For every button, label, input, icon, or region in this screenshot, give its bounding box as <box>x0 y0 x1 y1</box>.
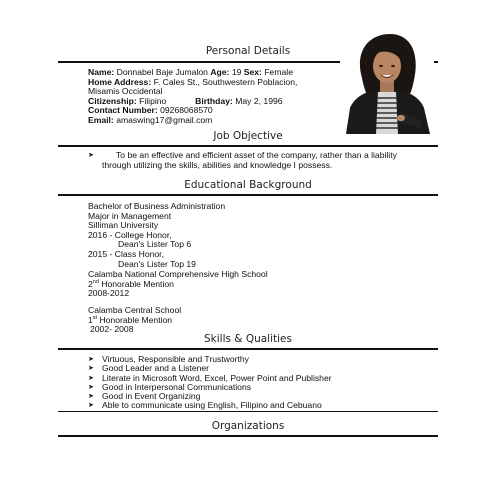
highschool-name: Calamba National Comprehensive High School <box>88 269 268 279</box>
age-label: Age: <box>210 67 230 77</box>
organizations-heading: Organizations <box>211 420 285 432</box>
job-objective-text <box>88 151 438 170</box>
citizenship-label: Citizenship: <box>88 95 137 106</box>
section-divider <box>58 435 438 437</box>
profile-photo <box>340 30 434 134</box>
arrowhead-bullet-icon: ➤ <box>88 374 94 382</box>
college-2016-award: Dean's Lister Top 6 <box>118 239 192 250</box>
college-2015: 2015 - Class Honor, <box>88 248 164 259</box>
arrowhead-bullet-icon: ➤ <box>88 402 94 410</box>
skills-heading: Skills & Qualities <box>204 333 292 345</box>
college-2016: 2016 - College Honor, <box>88 229 172 240</box>
contact-label: Contact Number: <box>88 105 158 116</box>
elementary-name: Calamba Central School <box>88 305 182 315</box>
highschool-honor: 2nd Honorable Mention <box>88 278 174 289</box>
address-line-2: Misamis Occidental <box>88 86 163 97</box>
name-label: Name: <box>88 67 115 77</box>
arrowhead-bullet-icon: ➤ <box>88 383 94 391</box>
age-value: 19 <box>231 67 242 77</box>
arrowhead-bullet-icon: ➤ <box>88 356 94 363</box>
college-major: Major in Management <box>88 210 172 221</box>
list-item: ➤ Able to communicate using English, Filipino and Cebuano <box>88 400 322 411</box>
college-degree: Bachelor of Business Administration <box>88 201 226 211</box>
name-value: Donnabel Baje Jumalon <box>116 67 208 77</box>
sex-value: Female <box>264 67 293 77</box>
birthday-value: May 2, 1996 <box>235 95 283 106</box>
list-item: ➤ Good in Event Organizing <box>88 391 201 402</box>
elementary-honor: 1st Honorable Mention <box>88 314 173 325</box>
arrowhead-bullet-icon: ➤ <box>88 152 94 159</box>
arrowhead-bullet-icon: ➤ <box>88 365 94 373</box>
personal-details-heading: Personal Details <box>205 45 291 57</box>
college-school: Silliman University <box>88 220 159 231</box>
education-elementary <box>88 306 181 335</box>
section-divider <box>58 348 438 350</box>
skills-list <box>88 355 332 411</box>
section-divider <box>58 194 438 196</box>
section-divider <box>58 145 438 147</box>
list-item: ➤ Literate in Microsoft Word, Excel, Power Point and Publisher <box>88 372 332 383</box>
sex-label: Sex: <box>243 67 262 77</box>
job-objective-heading: Job Objective <box>213 130 283 142</box>
objective-line-1: To be an effective and efficient asset of the company, rather than a liability <box>116 150 397 160</box>
education-highschool <box>88 270 268 299</box>
college-2015-award: Dean's Lister Top 19 <box>118 258 196 269</box>
email-value: amaswing17@gmail.com <box>116 114 213 125</box>
address-label: Home Address: <box>88 76 152 87</box>
elementary-years: 2002- 2008 <box>90 324 134 335</box>
highschool-years: 2008-2012 <box>88 288 130 299</box>
list-item: ➤ Good Leader and a Listener <box>88 363 210 374</box>
birthday-label: Birthday: <box>195 95 233 106</box>
objective-line-2: through utilizing the skills, abilities and knowledge I possess. <box>102 159 333 170</box>
section-divider <box>58 411 438 412</box>
personal-details <box>88 68 297 126</box>
contact-value: 09268068570 <box>160 105 213 116</box>
email-label: Email: <box>88 114 114 125</box>
education-heading: Educational Background <box>184 179 312 191</box>
list-item: ➤ Virtuous, Responsible and Trustworthy <box>88 354 249 364</box>
education-college <box>88 202 225 269</box>
address-line-1: F. Cales St., Southwestern Poblacion, <box>153 76 298 87</box>
citizenship-value: Filipino <box>139 95 167 106</box>
arrowhead-bullet-icon: ➤ <box>88 393 94 401</box>
list-item: ➤ Good in Interpersonal Communications <box>88 381 252 392</box>
